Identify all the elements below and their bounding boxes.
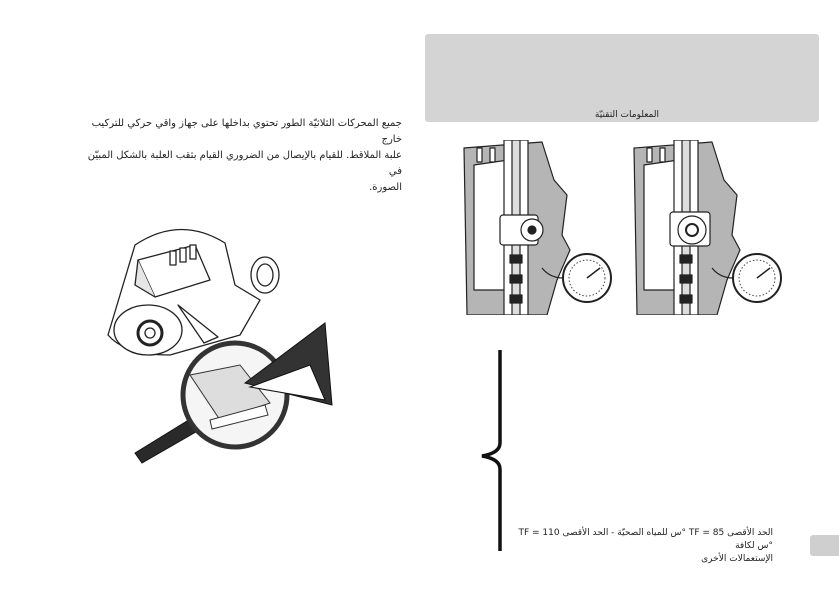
installation-illustration-left: [462, 140, 612, 315]
page-tab: [810, 535, 839, 556]
intro-paragraph: [80, 116, 402, 196]
footnote-line: الحد الأقصى TF = 85 °س للمياه الصحيّة - الحد الأقصى TF = 110 °س لكافة: [518, 528, 773, 551]
section-header: [425, 34, 819, 122]
footnote: [505, 527, 773, 566]
footnote-line: الإستعمالات الأخرى: [701, 554, 773, 564]
pump-magnifier-illustration: [100, 215, 340, 465]
intro-line: الصورة.: [369, 182, 402, 193]
intro-line: جميع المحركات الثلاثيّة الطور تحتوي بداخلها على جهاز واقي حركي للتركيب خارج: [91, 118, 402, 145]
curly-brace: [476, 348, 506, 553]
installation-illustration-right: [632, 140, 782, 315]
intro-line: علبة الملاقط. للقيام بالإيصال من الضروري القيام بثقب العلبة بالشكل المبيّن في: [87, 150, 402, 177]
section-title: المعلومات التقنيّة: [594, 110, 659, 120]
